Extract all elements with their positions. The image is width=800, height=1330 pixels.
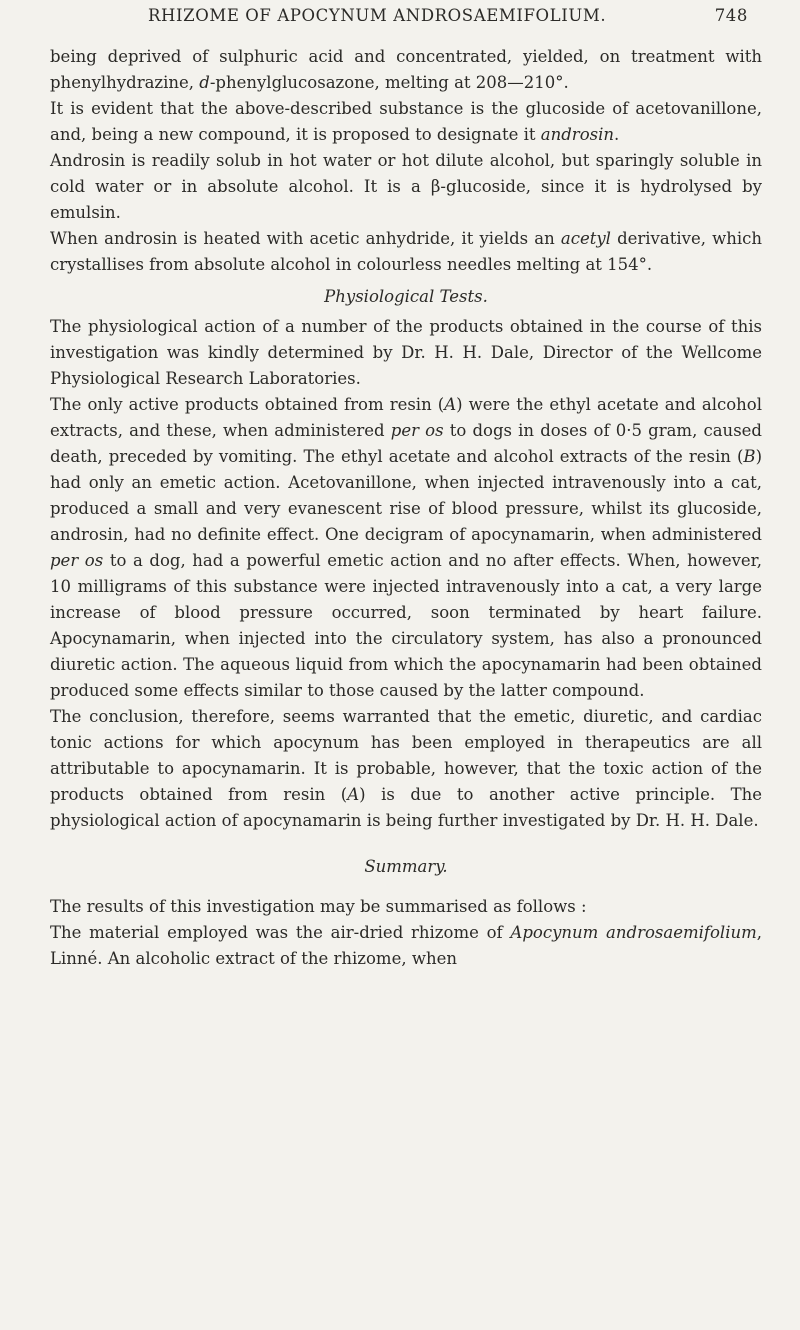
paragraph: Androsin is readily solub in hot water or hot dilute alcohol, but sparingly soluble in cold water or in absolute alcohol. It is a β-glucoside, since it is hydrolysed by emulsin.	[50, 151, 762, 222]
paragraph: The only active products obtained from resin (A) were the ethyl acetate and alcohol extracts, and these, when administered per os to dogs in doses of 0·5 gram, caused death, preceded by vomiting. The ethyl acetate and alcohol extracts of the resin (B) had only an emetic action. Acetovanillone, when injected intravenously into a cat, produced a small and very evanescent rise of blood pressure, whilst its glucoside, androsin, had no definite effect. One decigram of apocynamarin, when administered per os to a dog, had a powerful emetic action and no after effects. When, however, 10 milligrams of this substance were injected intravenously into a cat, a very large increase of blood pressure occurred, soon terminated by heart failure. Apocynamarin, when injected into the circulatory system, has also a pronounced diuretic action. The aqueous liquid from which the apocynamarin had been obtained produced some effects similar to those caused by the latter compound.	[50, 395, 762, 700]
italic-term: per os	[390, 421, 444, 440]
page-number: 748	[714, 6, 748, 25]
section-heading: Summary.	[364, 857, 448, 876]
section-heading: Physiological Tests.	[324, 287, 488, 306]
italic-term: A	[347, 785, 360, 804]
paragraph: When androsin is heated with acetic anhydride, it yields an acetyl derivative, which crystallises from absolute alcohol in colourless needles melting at 154°.	[50, 229, 762, 274]
italic-term: acetyl	[560, 229, 611, 248]
paragraph: being deprived of sulphuric acid and concentrated, yielded, on treatment with phenylhydrazine, d-phenylglucosazone, melting at 208—210°.	[50, 47, 762, 92]
body-text	[50, 44, 762, 972]
paragraph: The results of this investigation may be summarised as follows :	[50, 897, 587, 916]
italic-term: Apocynum androsaemifolium	[510, 923, 757, 942]
paragraph: The physiological action of a number of the products obtained in the course of this investigation was kindly determined by Dr. H. H. Dale, Director of the Wellcome Physiological Research Laboratories.	[50, 317, 762, 388]
paragraph: It is evident that the above-described substance is the glucoside of acetovanillone, and, being a new compound, it is proposed to designate it androsin.	[50, 99, 762, 144]
running-header	[148, 6, 748, 25]
italic-term: androsin	[540, 125, 614, 144]
italic-term: B	[743, 447, 756, 466]
header-title: RHIZOME OF APOCYNUM ANDROSAEMIFOLIUM.	[148, 6, 607, 25]
paragraph: The conclusion, therefore, seems warranted that the emetic, diuretic, and cardiac tonic actions for which apocynum has been employed in therapeutics are all attributable to apocynamarin. It is probable, however, that the toxic action of the products obtained from resin (A) is due to another active principle. The physiological action of apocynamarin is being further investigated by Dr. H. H. Dale.	[50, 707, 762, 830]
italic-term: per os	[50, 551, 104, 570]
italic-term: A	[444, 395, 457, 414]
italic-term: d	[199, 73, 210, 92]
paragraph: The material employed was the air-dried rhizome of Apocynum androsaemifolium, Linné. An alcoholic extract of the rhizome, when	[50, 923, 763, 968]
